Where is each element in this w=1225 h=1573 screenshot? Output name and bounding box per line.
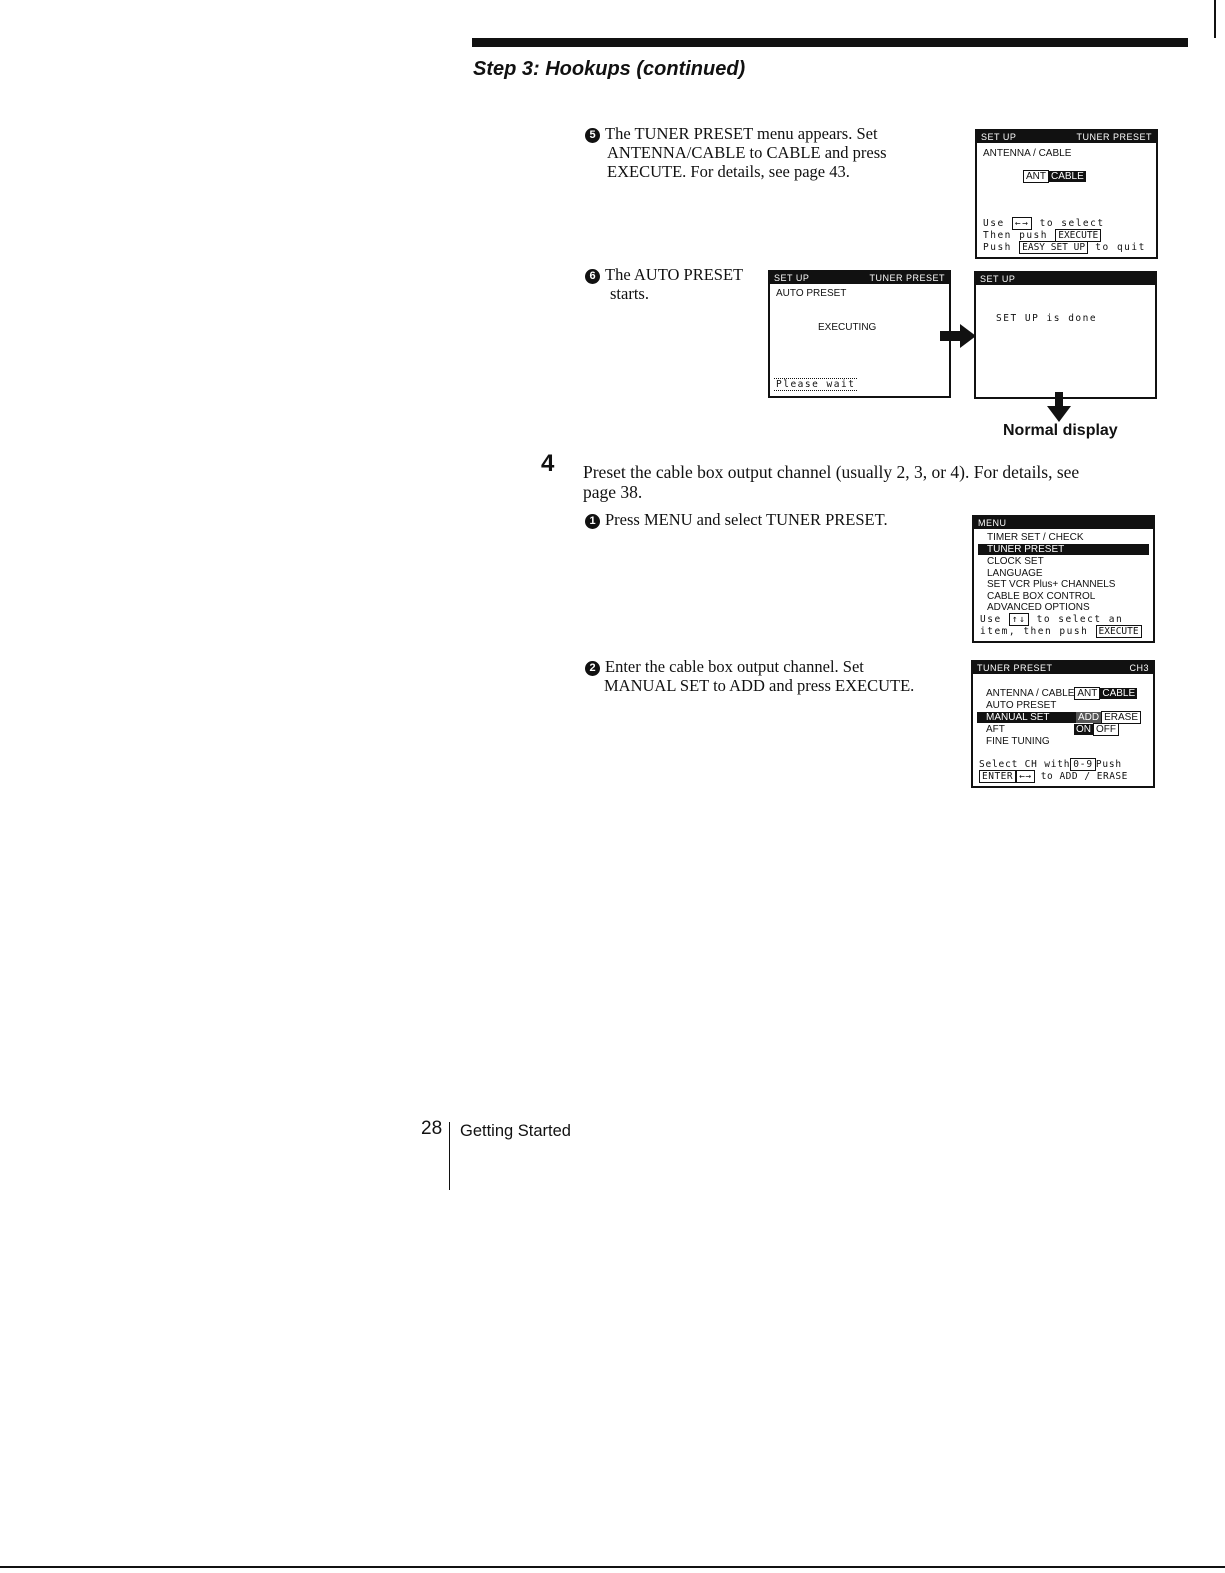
step4-paragraph (583, 462, 1079, 502)
step6-line2: starts. (610, 284, 649, 303)
screen-bar-right: TUNER PRESET (869, 273, 945, 283)
step5-line2: ANTENNA/CABLE to CABLE and press (607, 143, 887, 162)
ant-option: ANT (1023, 170, 1049, 183)
menu-item-selected: TUNER PRESET (978, 544, 1149, 555)
left-right-keys: ←→ (1016, 770, 1034, 783)
antenna-cable-label: ANTENNA / CABLE (986, 688, 1075, 699)
step6-line1: The AUTO PRESET (605, 265, 744, 284)
ant-option: ANT (1074, 687, 1100, 700)
then-text: Then push (983, 230, 1048, 241)
step4-line2: page 38. (583, 482, 643, 502)
menu-item: TIMER SET / CHECK (987, 532, 1084, 543)
add-erase-text: to ADD / ERASE (1040, 771, 1128, 782)
step5-marker: 5 (585, 128, 600, 143)
bottom-rule (0, 1566, 1225, 1568)
use-text: Use (980, 614, 1002, 625)
aft-row (986, 724, 1147, 735)
please-wait-text: Please wait (776, 379, 856, 390)
screen-title-bar (976, 273, 1155, 285)
footer-divider (449, 1122, 450, 1190)
use-rest-text: to select an (1036, 614, 1124, 625)
step6-marker: 6 (585, 269, 600, 284)
use-row (983, 218, 1105, 229)
screen-bar-right: CH3 (1129, 663, 1149, 673)
antenna-cable-row (986, 688, 1137, 699)
left-right-keys: ←→ (1012, 217, 1032, 230)
sub2-paragraph (585, 657, 914, 695)
easy-setup-key: EASY SET UP (1019, 241, 1088, 254)
screen-bar-left: SET UP (981, 132, 1017, 142)
ant-cable-options (1023, 171, 1086, 182)
add-option: ADD (1078, 712, 1100, 723)
push-text: Push (1095, 759, 1122, 770)
page-number: 28 (421, 1118, 443, 1139)
digit-keys: 0-9 (1070, 758, 1096, 771)
normal-display-caption: Normal display (1003, 422, 1118, 439)
screen-title-bar (973, 662, 1153, 674)
screen-bar-left: SET UP (980, 274, 1016, 284)
enter-key: ENTER (979, 770, 1016, 783)
tuner-preset-screen-b (971, 660, 1155, 788)
select-ch-text: Select CH with (979, 759, 1071, 770)
execute-key: EXECUTE (1055, 229, 1101, 242)
step6-paragraph (585, 265, 743, 303)
screen-bar-left: TUNER PRESET (977, 663, 1053, 673)
cable-option: CABLE (1051, 171, 1084, 182)
then-row (983, 230, 1101, 241)
sub1-marker: 1 (585, 514, 600, 529)
arrow-down-icon (1047, 392, 1071, 422)
manual-set-row (977, 712, 1147, 723)
execute-key: EXECUTE (1096, 625, 1142, 638)
auto-preset-label: AUTO PRESET (776, 288, 847, 299)
setup-done-screen (974, 271, 1157, 399)
antenna-cable-label: ANTENNA / CABLE (983, 148, 1072, 159)
use-text: Use (983, 218, 1005, 229)
sub2-marker: 2 (585, 661, 600, 676)
step5-paragraph (585, 124, 887, 181)
step5-line1: The TUNER PRESET menu appears. Set (605, 124, 878, 143)
menu-item: CLOCK SET (987, 556, 1044, 567)
menu-then-row (980, 626, 1142, 637)
tuner-preset-screen-a (975, 129, 1158, 259)
page-title: Step 3: Hookups (continued) (473, 58, 746, 80)
select-ch-row (979, 759, 1122, 770)
executing-status: EXECUTING (818, 322, 877, 333)
screen-title-bar (977, 131, 1156, 143)
menu-item: SET VCR Plus+ CHANNELS (987, 579, 1116, 590)
aft-label: AFT (986, 724, 1005, 735)
off-option: OFF (1093, 723, 1119, 736)
auto-preset-label: AUTO PRESET (986, 700, 1057, 711)
section-name: Getting Started (460, 1122, 571, 1140)
push-row (983, 242, 1146, 253)
menu-screen (972, 515, 1155, 643)
use-rest-text: to select (1039, 218, 1105, 229)
cable-option: CABLE (1102, 688, 1136, 699)
setup-done-message: SET UP is done (996, 313, 1098, 324)
fine-tuning-label: FINE TUNING (986, 736, 1050, 747)
on-option: ON (1076, 724, 1091, 735)
sub1-text: Press MENU and select TUNER PRESET. (605, 510, 888, 529)
erase-option: ERASE (1101, 711, 1141, 724)
menu-item: ADVANCED OPTIONS (987, 602, 1090, 613)
screen-bar-left: MENU (978, 518, 1007, 528)
step4-line1: Preset the cable box output channel (usually 2, 3, or 4). For details, see (583, 462, 1080, 482)
sub1-paragraph (585, 510, 888, 529)
menu-item: LANGUAGE (987, 568, 1043, 579)
then-text: item, then push (980, 626, 1089, 637)
menu-use-row (980, 614, 1123, 625)
step5-line3: EXECUTE. For details, see page 43. (607, 162, 850, 181)
up-down-keys: ↑↓ (1009, 613, 1029, 626)
sub2-line1: Enter the cable box output channel. Set (605, 657, 864, 676)
manual-set-label: MANUAL SET (977, 712, 1076, 723)
quit-text: to quit (1095, 242, 1146, 253)
arrow-right-icon (940, 324, 976, 348)
header-rule (472, 38, 1188, 47)
corner-rule (1214, 0, 1216, 38)
screen-title-bar (974, 517, 1153, 529)
enter-row (979, 771, 1128, 782)
menu-item: CABLE BOX CONTROL (987, 591, 1096, 602)
screen-bar-left: SET UP (774, 273, 810, 283)
sub2-line2: MANUAL SET to ADD and press EXECUTE. (604, 676, 915, 695)
screen-title-bar (770, 272, 949, 284)
screen-bar-right: TUNER PRESET (1076, 132, 1152, 142)
step-number-4: 4 (541, 450, 555, 477)
push-text: Push (983, 242, 1012, 253)
auto-preset-screen (768, 270, 951, 398)
